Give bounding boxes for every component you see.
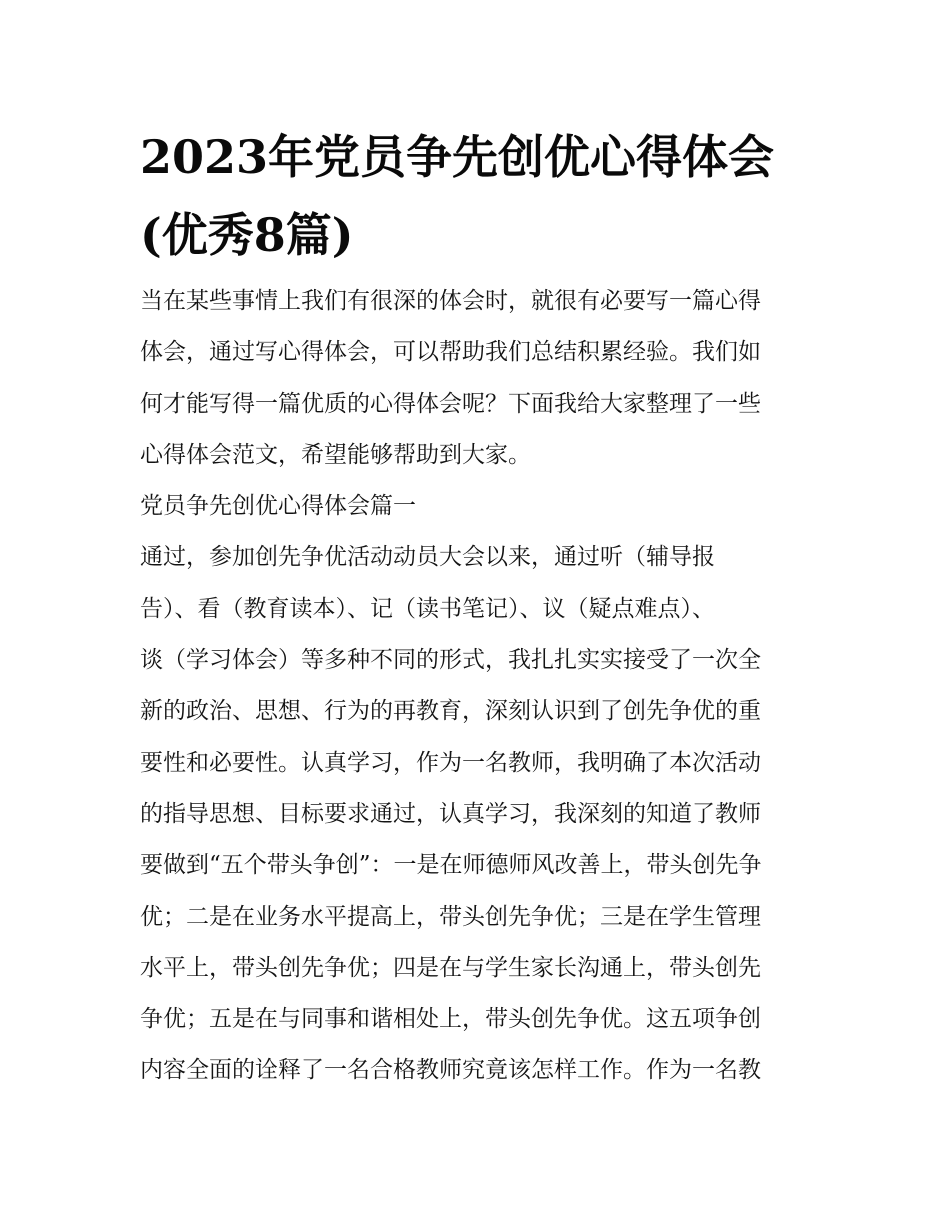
paragraph-line: 内容全面的诠释了一名合格教师究竟该怎样工作。作为一名教 [140,1057,761,1084]
paragraph-line: 新的政治、思想、行为的再教育，深刻认识到了创先争优的重 [140,698,761,725]
paragraph-line: 谈（学习体会）等多种不同的形式，我扎扎实实接受了一次全 [140,647,761,674]
section-heading: 党员争先创优心得体会篇一 [140,493,416,520]
paragraph-line: 水平上，带头创先争优；四是在与学生家长沟通上，带头创先 [140,954,761,981]
paragraph-line: 告）、看（教育读本）、记（读书笔记）、议（疑点难点）、 [140,595,715,622]
intro-line: 当在某些事情上我们有很深的体会时，就很有必要写一篇心得 [140,288,761,314]
title-line-1: 2023年党员争先创优心得体会 [140,130,775,184]
paragraph-line: 要做到“五个带头争创”：一是在师德师风改善上，带头创先争 [140,852,762,879]
paragraph-line: 争优；五是在与同事和谐相处上，带头创先争优。这五项争创 [140,1006,761,1033]
paragraph-line: 优；二是在业务水平提高上，带头创先争优；三是在学生管理 [140,903,761,930]
intro-line: 心得体会范文，希望能够帮助到大家。 [140,441,531,468]
paragraph-line: 要性和必要性。认真学习，作为一名教师，我明确了本次活动 [140,749,761,776]
intro-line: 体会，通过写心得体会，可以帮助我们总结积累经验。我们如 [140,339,761,366]
document-body [140,276,820,1097]
intro-line: 何才能写得一篇优质的心得体会呢？下面我给大家整理了一些 [140,390,761,417]
title-line-2: (优秀8篇) [140,208,354,262]
document-title [140,118,820,274]
paragraph-line: 通过，参加创先争优活动动员大会以来，通过听（辅导报 [140,544,715,571]
paragraph-line: 的指导思想、目标要求通过，认真学习，我深刻的知道了教师 [140,800,761,827]
